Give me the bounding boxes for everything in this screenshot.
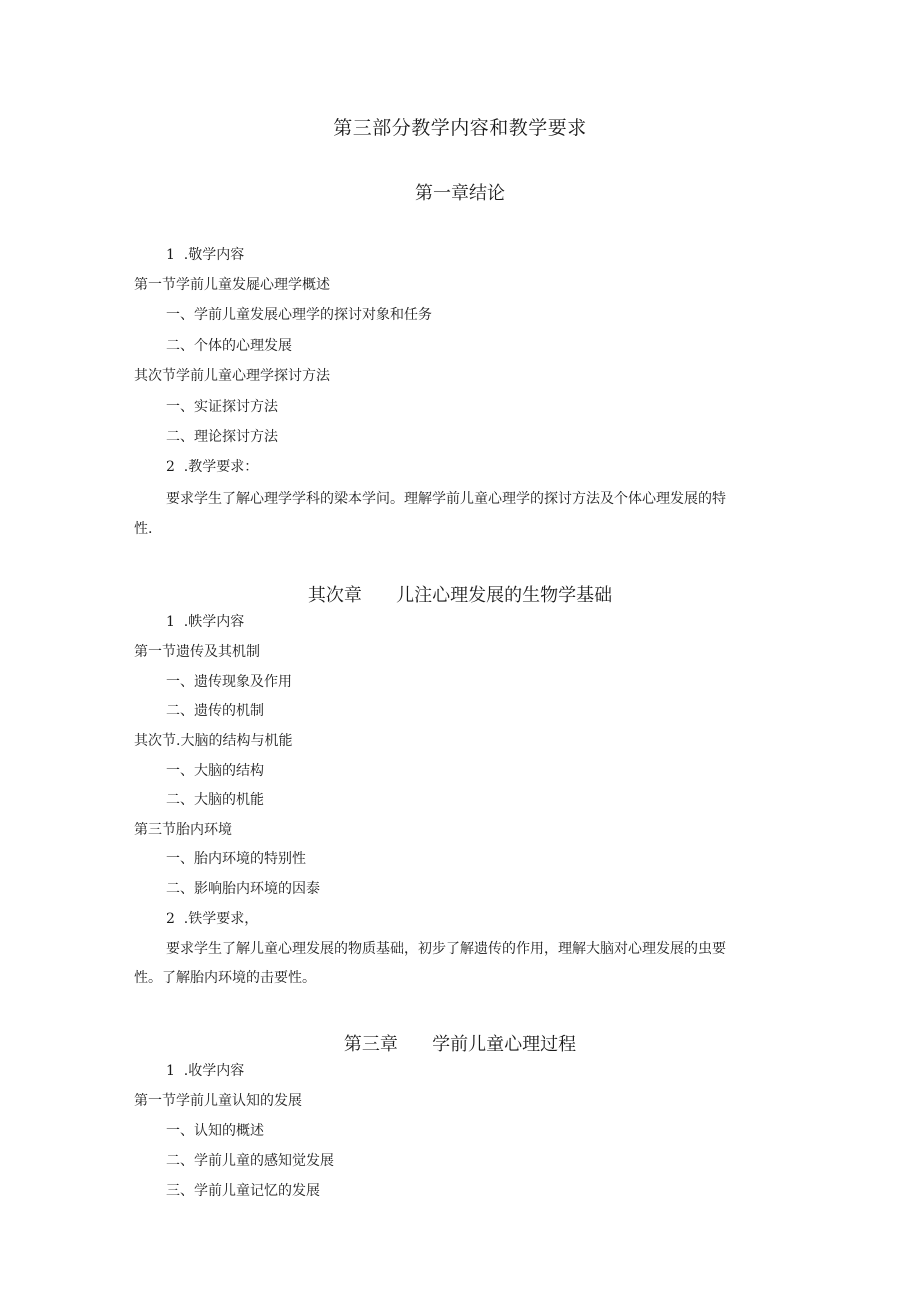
ch2-section-1: 第一节遗传及其机制	[134, 644, 260, 660]
ch1-requirements-label: 2 .教学要求：	[166, 459, 259, 475]
ch3-section-1: 第一节学前儿童认知的发展	[134, 1093, 302, 1109]
chapter-3-heading: 第三章 学前儿童心理过程	[343, 1034, 577, 1055]
ch3-content-label: 1 .收学内容	[166, 1063, 245, 1079]
ch1-content-label: 1 .敬学内容	[166, 247, 245, 263]
ch2-section-3-item-2: 二、影响胎内环境的因泰	[166, 881, 320, 897]
ch3-section-1-item-2: 二、学前儿童的感知觉发展	[166, 1153, 334, 1169]
ch1-requirements-text-cont: 性.	[134, 521, 153, 537]
ch1-requirements-text: 要求学生了解心理学学科的梁本学问。理解学前儿童心理学的探讨方法及个体心理发展的特	[166, 491, 726, 507]
document-title: 第三部分教学内容和教学要求	[333, 117, 587, 139]
chapter-1-heading: 第一章结论	[415, 183, 505, 204]
ch2-requirements-label: 2 .铁学要求，	[166, 911, 259, 927]
ch3-section-1-item-3: 三、学前儿童记忆的发展	[166, 1183, 320, 1199]
ch3-section-1-item-1: 一、认知的概述	[166, 1123, 264, 1139]
ch1-section-2-item-2: 二、理论探讨方法	[166, 429, 278, 445]
ch2-content-label: 1 .帙学内容	[166, 614, 245, 630]
ch2-section-2-item-1: 一、大脑的结构	[166, 763, 264, 779]
ch2-section-2-item-2: 二、大脑的机能	[166, 792, 264, 808]
ch1-section-2-item-1: 一、实证探讨方法	[166, 399, 278, 415]
ch2-section-2: 其次节.大脑的结构与机能	[134, 733, 293, 749]
ch2-section-3: 第三节胎内环境	[134, 822, 232, 838]
ch2-section-1-item-1: 一、遗传现象及作用	[166, 674, 292, 690]
ch1-section-1: 第一节学前儿童发屣心理学概述	[134, 277, 330, 293]
ch2-requirements-text: 要求学生了解儿童心理发展的物质基础，初步了解遗传的作用，理解大脑对心理发展的虫要	[166, 941, 726, 957]
chapter-2-heading: 其次章 儿注心理发展的生物学基础	[307, 585, 613, 606]
ch2-requirements-text-cont: 性。了解胎内环境的击要性。	[134, 970, 316, 986]
ch2-section-1-item-2: 二、遗传的机制	[166, 703, 264, 719]
ch1-section-1-item-1: 一、学前儿童发展心理学的探讨对象和任务	[166, 307, 432, 323]
ch2-section-3-item-1: 一、胎内环境的特别性	[166, 851, 306, 867]
ch1-section-1-item-2: 二、个体的心理发展	[166, 338, 292, 354]
ch1-section-2: 其次节学前儿童心理学探讨方法	[134, 368, 330, 384]
